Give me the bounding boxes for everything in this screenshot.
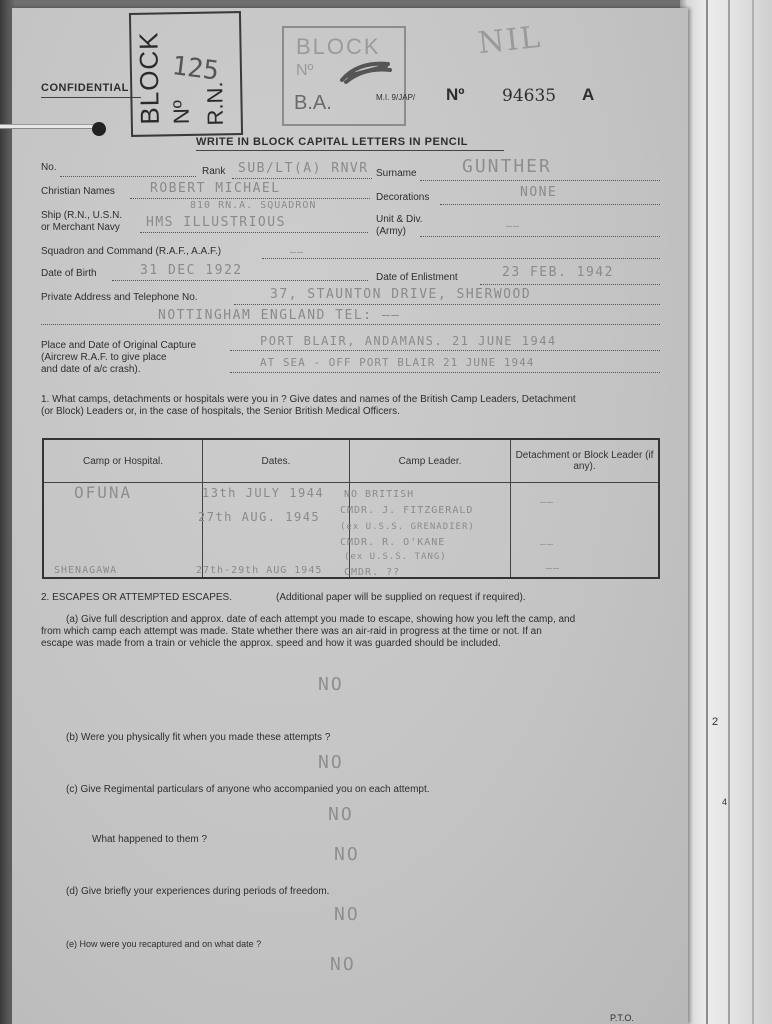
stamp-handwritten-number: 125	[170, 51, 221, 87]
address-line-2	[41, 324, 660, 325]
decorations-line	[440, 204, 660, 205]
enlistment-line	[480, 284, 660, 285]
form-suffix: A	[582, 85, 595, 104]
instruction-underline	[196, 150, 504, 151]
column-header-dates: Dates.	[203, 439, 350, 483]
unit-value: ——	[506, 221, 521, 232]
rank-value: SUB/LT(A) RNVR	[238, 161, 369, 176]
address-line-1	[234, 304, 660, 305]
answer-d: NO	[334, 904, 360, 925]
question-a: (a) Give full description and approx. date of each attempt you made to escape, showing how you left the camp, and	[66, 614, 576, 625]
answer-b: NO	[318, 752, 344, 773]
question-b: (b) Were you physically fit when you made these attempts ?	[66, 732, 331, 743]
rank-label: Rank	[202, 166, 226, 177]
block-stamp-right	[282, 26, 406, 126]
question-c-followup: What happened to them ?	[92, 834, 208, 845]
table-cell	[511, 483, 660, 579]
page-edge-line	[706, 0, 708, 1024]
decorations-label: Decorations	[376, 192, 430, 203]
surname-line	[420, 180, 660, 181]
confidential-label: CONFIDENTIAL	[41, 82, 129, 94]
answer-e: NO	[330, 954, 356, 975]
capture-label-2: (Aircrew R.A.F. to give place	[41, 352, 167, 363]
leader-value: (ex U.S.S. GRENADIER)	[340, 522, 475, 532]
address-label: Private Address and Telephone No.	[41, 292, 198, 303]
stamp-rn-text: R.N.	[202, 81, 228, 126]
unit-line	[420, 236, 660, 237]
address-value-2: NOTTINGHAM ENGLAND TEL: ——	[158, 308, 401, 323]
stamp-no-text: Nº	[168, 99, 194, 125]
section2-note: (Additional paper will be supplied on request if required).	[276, 592, 526, 603]
confidential-underline	[41, 97, 141, 98]
no-line	[60, 176, 196, 177]
capture-label: Place and Date of Original Capture	[41, 340, 197, 351]
decorations-value: NONE	[520, 185, 558, 200]
edge-mark: 4	[722, 797, 728, 807]
leader-value: NO BRITISH	[344, 489, 415, 500]
capture-line-1	[230, 350, 660, 351]
answer-c: NO	[328, 804, 354, 825]
enlistment-label: Date of Enlistment	[376, 272, 458, 283]
block-stamp-left	[129, 11, 243, 137]
column-header-camp: Camp or Hospital.	[43, 439, 203, 483]
rank-line	[232, 178, 372, 179]
capture-label-3: and date of a/c crash).	[41, 364, 141, 375]
stamp-block-text: BLOCK	[133, 31, 165, 125]
section2-heading: 2. ESCAPES OR ATTEMPTED ESCAPES.	[41, 592, 232, 603]
unit-label-2: (Army)	[376, 226, 406, 237]
ship-value: HMS ILLUSTRIOUS	[146, 215, 286, 230]
stamp-ba-text: B.A.	[294, 92, 332, 114]
punch-hole	[92, 122, 106, 136]
stacked-pages-behind	[680, 0, 772, 1024]
capture-value-2: AT SEA - OFF PORT BLAIR 21 JUNE 1944	[260, 356, 535, 369]
table-header-row	[43, 439, 659, 483]
page-edge-line	[752, 0, 754, 1024]
enlistment-value: 23 FEB. 1942	[502, 265, 614, 280]
dates-value: 27th-29th AUG 1945	[196, 565, 323, 576]
leader-value: (ex U.S.S. TANG)	[344, 552, 447, 562]
leader-value: CMDR. ??	[344, 567, 401, 578]
handwritten-nil: NIL	[476, 19, 544, 62]
question-e: (e) How were you recaptured and on what date ?	[66, 939, 262, 949]
pto-label: P.T.O.	[610, 1013, 634, 1023]
stamp-no-text: Nº	[296, 62, 314, 79]
ref-label: M.I. 9/JAP/	[376, 93, 416, 102]
instruction-heading: WRITE IN BLOCK CAPITAL LETTERS IN PENCIL	[196, 136, 468, 148]
stamp-block-text: BLOCK	[296, 34, 381, 59]
section1-question: 1. What camps, detachments or hospitals were you in ? Give dates and names of the British Camp Leaders, Detachment	[41, 394, 576, 405]
question-a-line-2: from which camp each attempt was made. State whether there was an air-raid in progress at the time or not. If an	[41, 626, 542, 637]
squadron-command-label: Squadron and Command (R.A.F., A.A.F.)	[41, 246, 222, 257]
christian-names-value: ROBERT MICHAEL	[150, 181, 281, 196]
question-a-line-3: escape was made from a train or vehicle the approx. speed and how it was guarded should be included.	[41, 638, 501, 649]
squadron-note: 810 RN.A. SQUADRON	[190, 200, 317, 211]
ship-label: Ship (R.N., U.S.N.	[41, 210, 123, 221]
edge-mark: 2	[712, 716, 719, 728]
binding-string	[0, 124, 100, 129]
squadron-command-value: ——	[290, 247, 305, 258]
ship-line	[140, 232, 368, 233]
answer-c-followup: NO	[334, 844, 360, 865]
no-label: No.	[41, 162, 57, 173]
capture-value-1: PORT BLAIR, ANDAMANS. 21 JUNE 1944	[260, 334, 557, 348]
detachment-value: ——	[540, 539, 555, 550]
dob-line	[112, 280, 368, 281]
page-edge-line	[728, 0, 730, 1024]
ship-label-2: or Merchant Navy	[41, 222, 120, 233]
column-header-camp-leader: Camp Leader.	[350, 439, 511, 483]
capture-line-2	[230, 372, 660, 373]
christian-names-label: Christian Names	[41, 186, 115, 197]
number-label: Nº	[446, 85, 465, 104]
section1-question-2: (or Block) Leaders or, in the case of hospitals, the Senior British Medical Officers.	[41, 406, 400, 417]
stamp-scribble	[338, 58, 394, 86]
dates-value: 13th JULY 1944	[202, 486, 325, 500]
unit-label: Unit & Div.	[376, 214, 423, 225]
form-number: 94635	[502, 86, 557, 106]
detachment-value: ——	[546, 563, 561, 574]
column-header-detachment: Detachment or Block Leader (if any).	[511, 439, 660, 483]
dates-value: 27th AUG. 1945	[198, 510, 321, 524]
leader-value: CMDR. R. O'KANE	[340, 537, 446, 548]
detachment-value: ——	[540, 497, 555, 508]
camp-value: OFUNA	[74, 483, 133, 502]
dob-value: 31 DEC 1922	[140, 263, 243, 278]
camp-value: SHENAGAWA	[54, 565, 118, 576]
squadron-command-line	[262, 258, 660, 259]
surname-value: GUNTHER	[462, 156, 552, 177]
question-d: (d) Give briefly your experiences during periods of freedom.	[66, 886, 330, 897]
dob-label: Date of Birth	[41, 268, 97, 279]
question-c: (c) Give Regimental particulars of anyone who accompanied you on each attempt.	[66, 784, 430, 795]
leader-value: CMDR. J. FITZGERALD	[340, 505, 474, 516]
answer-a: NO	[318, 674, 344, 695]
surname-label: Surname	[376, 168, 417, 179]
address-value-1: 37, STAUNTON DRIVE, SHERWOOD	[270, 287, 532, 302]
